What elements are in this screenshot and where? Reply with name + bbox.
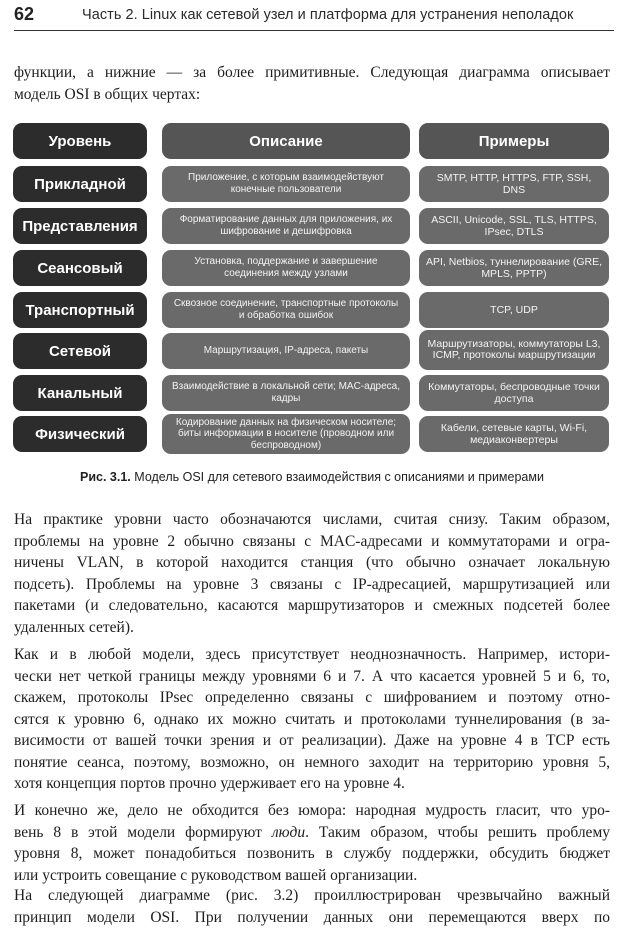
description-network: Маршрутизация, IP-адреса, пакеты	[162, 333, 410, 369]
page-number: 62	[14, 4, 35, 24]
text-line: скажем, протоколы IPsec определенно связаны с шифрованием и поэтому отно-	[14, 689, 610, 706]
text-line: принцип модели OSI. При получении данных они перемещаются вверх по	[14, 908, 610, 926]
text-line: удаленных сетей).	[14, 618, 134, 636]
text-line: ничены VLAN, в которой находится станция (что обычно означает локальную	[14, 554, 610, 571]
text-line: чески нет четкой границы между уровнями 6 и 7. А что касается уровней 5 и 6, то,	[14, 667, 610, 685]
examples-physical: Кабели, сетевые карты, Wi-Fi, медиаконвертеры	[419, 416, 609, 452]
caption-text: Модель OSI для сетевого взаимодействия с описаниями и примерами	[134, 470, 544, 484]
emphasis: люди	[271, 823, 306, 841]
text-line: На следующей диаграмме (рис. 3.2) проиллюстрирован чрезвычайно важный	[14, 887, 610, 904]
text-line: На практике уровни часто обозначаются числами, считая снизу. Таким образом,	[14, 511, 610, 528]
text-line: подсеть). Проблемы на уровне 3 связаны с IP-адресацией, маршрутизацией или	[14, 575, 610, 593]
text-line: проблемы на уровне 2 обычно связаны с MAC-адресами и коммутаторами и огра-	[14, 532, 610, 550]
text-line: пакетами (и следовательно, касаются маршрутизаторов и смежных подсетей более	[14, 597, 610, 614]
osi-model-figure	[13, 118, 613, 458]
text-line: понятие сеанса, поэтому, возможно, он немного заходит на территорию уровня 5,	[14, 753, 610, 771]
description-transport: Сквозное соединение, транспортные протоколы и обработка ошибок	[162, 292, 410, 328]
examples-session: API, Netbios, туннелирование (GRE, MPLS, PPTP)	[419, 250, 609, 286]
text-line: или устроить совещание с руководством вашей организации.	[14, 866, 418, 884]
examples-application: SMTP, HTTP, HTTPS, FTP, SSH, DNS	[419, 166, 609, 202]
level-session: Сеансовый	[13, 250, 147, 286]
intro-paragraph	[14, 62, 610, 105]
description-application: Приложение, с которым взаимодействуют конечные пользователи	[162, 166, 410, 202]
description-session: Установка, поддержание и завершение соединения между узлами	[162, 250, 410, 286]
level-network: Сетевой	[13, 333, 147, 369]
running-title: Часть 2. Linux как сетевой узел и платформа для устранения неполадок	[82, 7, 574, 23]
level-transport: Транспортный	[13, 292, 147, 328]
text-line: вень 8 в этой модели формируют люди. Таким образом, чтобы решить проблему	[14, 823, 610, 841]
text-line: уровня 8, может понадобиться позвонить в службу поддержки, обсудить бюджет	[14, 845, 610, 862]
text-line: хотя концепция портов прочно удерживает его на уровне 4.	[14, 775, 405, 792]
level-physical: Физический	[13, 416, 147, 452]
text-line: висимости от вашей точки зрения и от реализации). Даже на уровне 4 в TCP есть	[14, 732, 610, 749]
examples-data-link: Коммутаторы, беспроводные точки доступа	[419, 375, 609, 411]
body-paragraph	[14, 509, 610, 638]
body-paragraph	[14, 885, 610, 928]
text-line: модель OSI в общих чертах:	[14, 85, 201, 103]
text-line: Как и в любой модели, здесь присутствует неоднозначность. Например, истори-	[14, 646, 610, 663]
level-application: Прикладной	[13, 166, 147, 202]
text-line: функции, а нижние — за более примитивные. Следующая диаграмма описывает	[14, 64, 610, 81]
examples-network: Маршрутизаторы, коммутаторы L3, ICMP, протоколы маршрутизации	[419, 330, 609, 370]
header-description: Описание	[162, 123, 410, 159]
figure-caption	[0, 470, 624, 484]
header-level: Уровень	[13, 123, 147, 159]
page-header	[14, 0, 614, 31]
text-line: И конечно же, дело не обходится без юмора: народная мудрость гласит, что уро-	[14, 802, 610, 819]
description-presentation: Форматирование данных для приложения, их шифрование и дешифровка	[162, 208, 410, 244]
text-line: сятся к уровню 6, однако их можно считать и протоколами туннелирования (в за-	[14, 710, 610, 728]
body-paragraph	[14, 800, 610, 886]
level-presentation: Представления	[13, 208, 147, 244]
examples-presentation: ASCII, Unicode, SSL, TLS, HTTPS, IPsec, DTLS	[419, 208, 609, 244]
header-examples: Примеры	[419, 123, 609, 159]
description-data-link: Взаимодействие в локальной сети; MAC-адреса, кадры	[162, 375, 410, 411]
description-physical: Кодирование данных на физическом носителе; биты информации в носителе (проводном или беспроводном)	[162, 414, 410, 454]
caption-label: Рис. 3.1.	[80, 470, 131, 484]
body-paragraph	[14, 644, 610, 795]
level-data-link: Канальный	[13, 375, 147, 411]
examples-transport: TCP, UDP	[419, 292, 609, 328]
